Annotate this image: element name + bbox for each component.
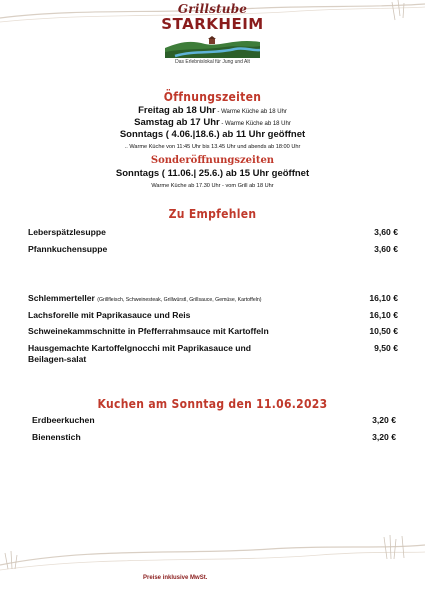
menu-item-name: Leberspätzlesuppe	[28, 227, 106, 237]
hours-line-main: Sonntags ( 4.06.|18.6.) ab 11 Uhr geöffnet	[119, 129, 306, 140]
logo-top-text: Grillstube	[177, 2, 248, 16]
menu-item-name: Pfannkuchensuppe	[28, 244, 108, 254]
cakes-title: Kuchen am Sonntag den 11.06.2023	[97, 397, 328, 411]
hours-line-small: - Warme Küche ab 18 Uhr	[215, 109, 287, 115]
footer-note: Preise inklusive MwSt.	[143, 575, 208, 581]
menu-item-note: (Grillfleisch, Schweinesteak, Grillwürstl, Grillsauce, Gemüse, Kartoffeln)	[97, 297, 262, 303]
logo-main-text: STARKHEIM	[161, 15, 264, 33]
opening-hours-title: Öffnungszeiten	[163, 90, 262, 104]
logo-tagline: Das Erlebnislokal für Jung und Alt	[175, 59, 250, 65]
menu-item-price: 3,60 €	[374, 227, 398, 237]
menu-item-name: Erdbeerkuchen	[32, 415, 95, 425]
menu-item-name: Lachsforelle mit Paprikasauce und Reis	[28, 310, 191, 320]
menu-item-price: 10,50 €	[369, 326, 398, 336]
hours-line-main: Freitag ab 18 Uhr	[138, 105, 216, 116]
special-hours-note: Warme Küche ab 17.30 Uhr - vom Grill ab 18 Uhr	[151, 183, 274, 189]
menu-item-price: 9,50 €	[374, 343, 398, 353]
recommend-title: Zu Empfehlen	[168, 207, 257, 221]
hours-line-main: Samstag ab 17 Uhr	[134, 117, 220, 128]
special-hours-line: Sonntags ( 11.06.| 25.6.) ab 15 Uhr geöffnet	[115, 168, 310, 179]
menu-item-price: 3,60 €	[374, 244, 398, 254]
menu-item-price: 3,20 €	[372, 432, 396, 442]
special-hours-title: Sonderöffnungszeiten	[150, 155, 275, 166]
menu-item-name: Hausgemachte Kartoffelgnocchi mit Paprikasauce und Beilagen-salat	[28, 343, 252, 364]
menu-item-price: 3,20 €	[372, 415, 396, 425]
menu-item-name	[28, 293, 338, 306]
menu-item-name: Schweinekammschnitte in Pfefferrahmsauce mit Kartoffeln	[28, 326, 269, 336]
menu-item-name-text: Schlemmerteller	[28, 293, 98, 303]
menu-item-price: 16,10 €	[369, 310, 398, 320]
logo	[160, 3, 265, 78]
decorative-swoosh-bottom	[0, 525, 425, 575]
hours-line-sunday	[0, 129, 425, 141]
hours-line-small: - Warme Küche ab 18 Uhr	[219, 121, 291, 127]
landscape-icon	[165, 34, 260, 58]
menu-item-name: Bienenstich	[32, 432, 81, 442]
hours-note: .. Warme Küche von 11:45 Uhr bis 13.45 Uhr und abends ab 18:00 Uhr	[124, 144, 301, 150]
menu-item-price: 16,10 €	[369, 293, 398, 303]
